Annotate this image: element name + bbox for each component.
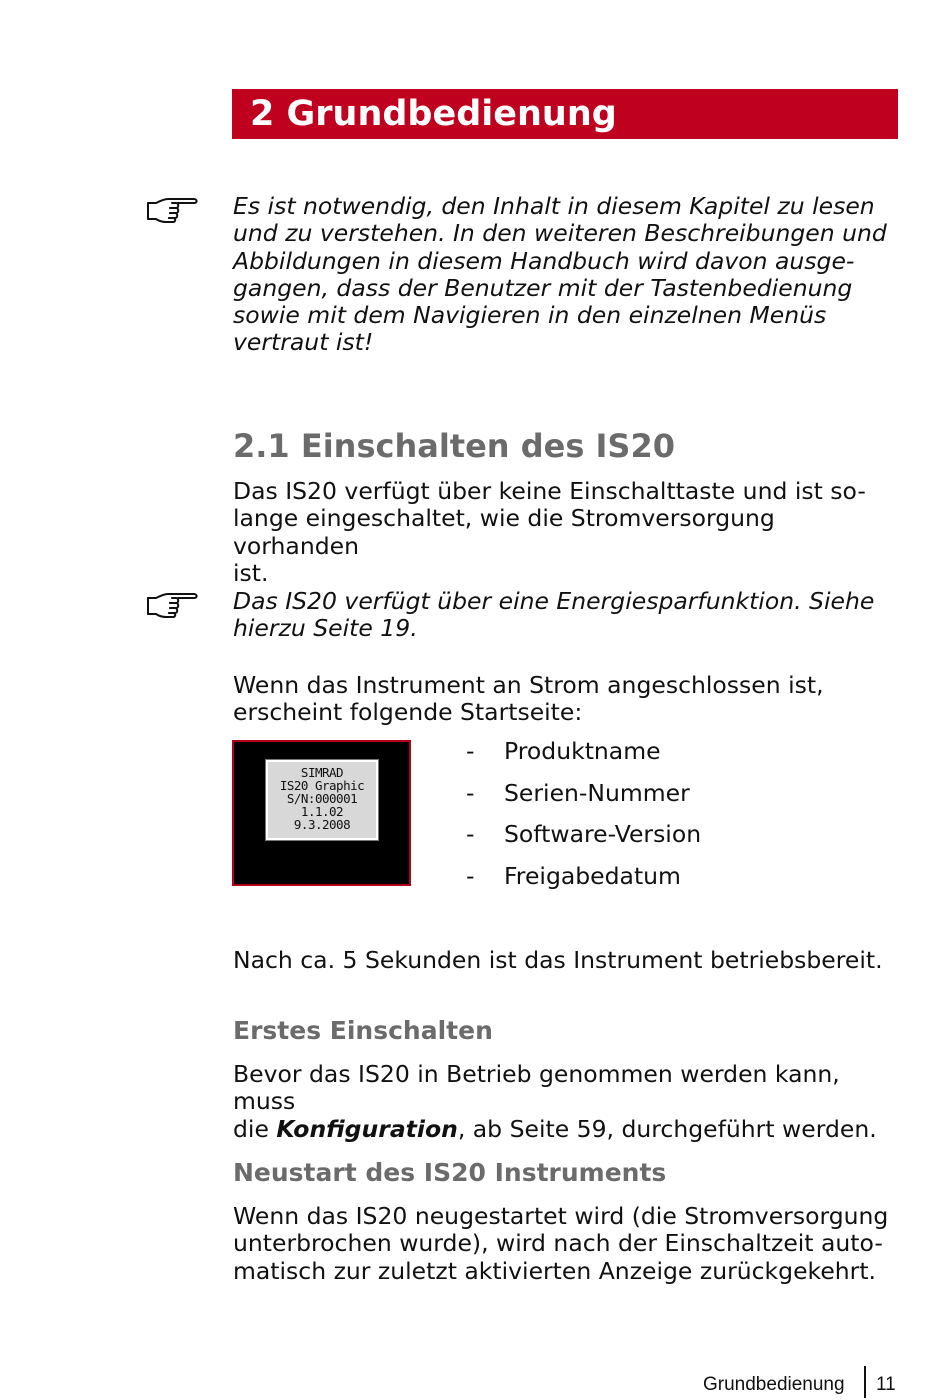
note-important-reading: Es ist notwendig, den Inhalt in diesem Kapitel zu lesen und zu verstehen. In den weiteren Beschreibungen und Abbildungen in diesem Handbuch wird davon ausge- gangen, dass der Benutzer mit der Tastenbedienung sowie mit dem Navigieren in den einzelnen Menüs vertraut ist!	[233, 192, 887, 357]
startup-info-list	[466, 736, 701, 902]
configuration-link-text: Konfiguration	[276, 1114, 458, 1143]
screen-line-brand: SIMRAD	[300, 765, 344, 780]
note-energy-saving: Das IS20 verfügt über eine Energiesparfunktion. Siehe hierzu Seite 19.	[233, 587, 875, 643]
section-title: 2.1 Einschalten des IS20	[233, 427, 675, 465]
chapter-title: 2 Grundbedienung	[250, 94, 617, 134]
screen-line-date: 9.3.2008	[293, 817, 351, 832]
screen-line-serial: S/N:000001	[286, 791, 358, 806]
footer-divider	[864, 1366, 866, 1398]
restart-text: Wenn das IS20 neugestartet wird (die Stromversorgung unterbrochen wurde), wird nach der Einschaltzeit auto- matisch zur zuletzt aktivierten Anzeige zurückgekehrt.	[233, 1202, 889, 1285]
ready-text: Nach ca. 5 Sekunden ist das Instrument betriebsbereit.	[233, 946, 883, 974]
list-item: - Software-Version	[466, 820, 702, 848]
screen-line-version: 1.1.02	[300, 804, 344, 819]
list-item: - Freigabedatum	[466, 861, 681, 890]
startup-intro: Wenn das Instrument an Strom angeschlossen ist, erscheint folgende Startseite:	[233, 671, 824, 727]
screen-line-product: IS20 Graphic	[279, 778, 365, 793]
chapter-header-bar	[232, 89, 898, 139]
first-start-text: Bevor das IS20 in Betrieb genommen werden kann, muss die Konfiguration, ab Seite 59, durchgeführt werden.	[233, 1060, 877, 1143]
startup-screen-image	[232, 740, 411, 886]
pointing-hand-icon	[146, 194, 200, 224]
restart-heading: Neustart des IS20 Instruments	[233, 1158, 667, 1187]
list-item: - Produktname	[466, 737, 661, 765]
list-item: - Serien-Nummer	[466, 778, 690, 807]
first-start-heading: Erstes Einschalten	[233, 1016, 493, 1045]
page-number: 11	[876, 1374, 896, 1395]
startup-screen-display	[266, 760, 378, 840]
footer-chapter-label: Grundbedienung	[703, 1374, 845, 1395]
pointing-hand-icon	[146, 589, 200, 619]
section-intro: Das IS20 verfügt über keine Einschalttaste und ist so- lange eingeschaltet, wie die Stromversorgung vorhanden ist.	[233, 477, 866, 587]
